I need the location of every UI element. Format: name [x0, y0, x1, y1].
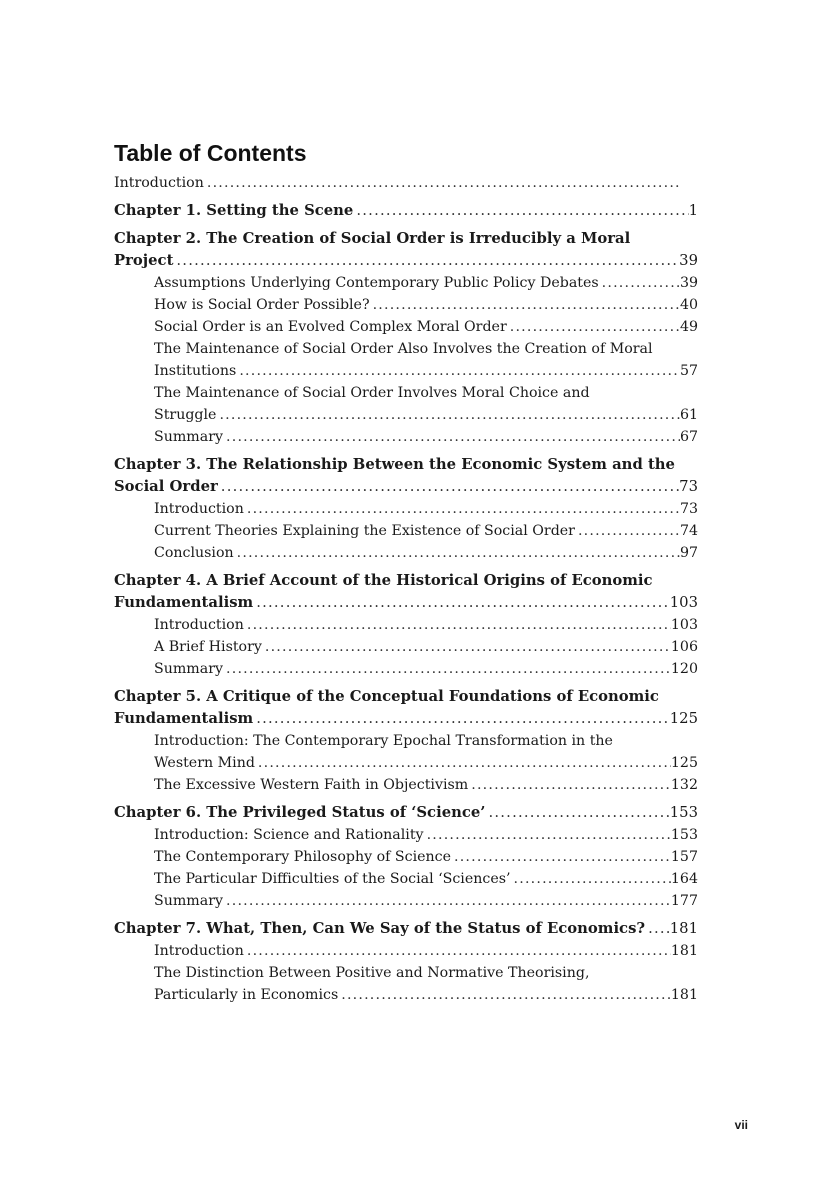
dot-leader: [236, 360, 680, 382]
toc-entry-title: How is Social Order Possible?: [154, 297, 370, 313]
dot-leader: [485, 802, 669, 824]
toc-page-number: 39: [679, 252, 698, 269]
toc-section-entry: [114, 316, 698, 338]
toc-entry-title: Summary: [154, 661, 224, 677]
toc-page-number: 106: [670, 639, 698, 655]
toc-chapter-entry: [114, 802, 698, 824]
toc-entry-title-cont: Particularly in Economics: [154, 987, 339, 1003]
dot-leader: [338, 984, 671, 1006]
dot-leader: [253, 708, 670, 730]
toc-page-number: 103: [669, 594, 698, 611]
toc-entry-title: Chapter 5. A Critique of the Conceptual Foundations of Economic: [114, 688, 659, 705]
toc-section-entry: [114, 846, 698, 868]
dot-leader: [223, 426, 680, 448]
toc-page-number: 40: [679, 297, 698, 313]
toc-section-entry-continuation: [114, 360, 698, 382]
toc-page-number: 39: [679, 275, 698, 291]
dot-leader: [424, 824, 671, 846]
toc-section-entry: [114, 774, 698, 796]
toc-entry-title: Chapter 6. The Privileged Status of ‘Science’: [114, 804, 486, 821]
toc-entry-title: Introduction: [154, 501, 244, 517]
toc-section-entry: [114, 868, 698, 890]
toc-heading: Table of Contents: [114, 140, 307, 166]
toc-page-number: 74: [679, 523, 698, 539]
toc-entry-title: The Distinction Between Positive and Normative Theorising,: [154, 965, 590, 981]
toc-entry-title: Chapter 4. A Brief Account of the Historical Origins of Economic: [114, 572, 653, 589]
dot-leader: [253, 592, 670, 614]
toc-page-number: 57: [679, 363, 698, 379]
dot-leader: [262, 636, 671, 658]
dot-leader: [173, 250, 679, 272]
toc-entry-title: The Maintenance of Social Order Also Involves the Creation of Moral: [154, 341, 653, 357]
toc-entry-title: The Particular Difficulties of the Social ‘Sciences’: [154, 871, 511, 887]
toc-section-entry: [114, 962, 698, 984]
toc-entry-title: Social Order is an Evolved Complex Moral Order: [154, 319, 507, 335]
toc-page-number: 157: [670, 849, 698, 865]
toc-page-number: 97: [679, 545, 698, 561]
toc-entry-title: Conclusion: [154, 545, 234, 561]
dot-leader: [451, 846, 671, 868]
toc-section-entry: [114, 426, 698, 448]
dot-leader: [507, 316, 680, 338]
toc-page-number: 181: [670, 943, 698, 959]
toc-page-number: 181: [670, 987, 698, 1003]
toc-page-number: 120: [670, 661, 698, 677]
toc-entry-title: The Excessive Western Faith in Objectivism: [154, 777, 469, 793]
toc-section-entry-continuation: [114, 752, 698, 774]
toc-section-entry: [114, 542, 698, 564]
toc-entry-title-cont: Project: [114, 252, 174, 269]
toc-section-entry: [114, 272, 698, 294]
toc-entry-title: Introduction: Science and Rationality: [154, 827, 424, 843]
toc-chapter-entry: [114, 570, 698, 592]
toc-entry-title-cont: Struggle: [154, 407, 217, 423]
toc-entry-title: Summary: [154, 429, 224, 445]
toc-entry-title-cont: Fundamentalism: [114, 594, 254, 611]
dot-leader: [234, 542, 680, 564]
toc-page-number: 125: [669, 710, 698, 727]
toc-entry-title: Introduction: [114, 175, 204, 191]
dot-leader: [575, 520, 680, 542]
page-number: vii: [734, 1118, 748, 1132]
toc-entry-title: Chapter 7. What, Then, Can We Say of the Status of Economics?: [114, 920, 646, 937]
toc-entry-title: Introduction: [154, 617, 244, 633]
dot-leader: [599, 272, 680, 294]
dot-leader: [468, 774, 671, 796]
toc-page-number: 153: [670, 827, 698, 843]
toc-page-number: 61: [679, 407, 698, 423]
toc-entry-title-cont: Institutions: [154, 363, 237, 379]
toc-section-entry: [114, 382, 698, 404]
toc-section-entry: [114, 636, 698, 658]
dot-leader: [223, 658, 671, 680]
toc-chapter-entry: [114, 918, 698, 940]
toc-section-entry-continuation: [114, 984, 698, 1006]
toc-section-entry: [114, 614, 698, 636]
toc-entry-title-cont: Western Mind: [154, 755, 255, 771]
toc-chapter-entry-continuation: [114, 592, 698, 614]
toc-section-entry: [114, 730, 698, 752]
toc-chapter-entry: [114, 200, 698, 222]
dot-leader: [244, 940, 671, 962]
dot-leader: [255, 752, 671, 774]
toc-entry-title: Assumptions Underlying Contemporary Public Policy Debates: [154, 275, 599, 291]
toc-page-number: 49: [679, 319, 698, 335]
dot-leader: [370, 294, 680, 316]
toc-page-number: 181: [669, 920, 698, 937]
dot-leader: [353, 200, 688, 222]
toc-chapter-entry-continuation: [114, 708, 698, 730]
toc-page-number: 132: [670, 777, 698, 793]
dot-leader: [645, 918, 670, 940]
toc-entry-title-cont: Social Order: [114, 478, 218, 495]
toc-entry-title: Chapter 2. The Creation of Social Order is Irreducibly a Moral: [114, 230, 631, 247]
toc-entry-title: The Contemporary Philosophy of Science: [154, 849, 452, 865]
toc-entry-title: Introduction: [154, 943, 244, 959]
toc-entry-title: The Maintenance of Social Order Involves Moral Choice and: [154, 385, 590, 401]
dot-leader: [511, 868, 671, 890]
toc-front-entry: [114, 172, 698, 194]
toc-section-entry: [114, 890, 698, 912]
dot-leader: [223, 890, 671, 912]
toc-section-entry: [114, 520, 698, 542]
toc-section-entry: [114, 498, 698, 520]
toc-section-entry: [114, 658, 698, 680]
toc-page-number: 103: [670, 617, 698, 633]
toc-page-number: 177: [670, 893, 698, 909]
toc-page-number: 153: [669, 804, 698, 821]
toc-entry-title-cont: Fundamentalism: [114, 710, 254, 727]
toc-section-entry-continuation: [114, 404, 698, 426]
toc-page-number: 1: [688, 202, 698, 219]
toc-chapter-entry: [114, 686, 698, 708]
toc-chapter-entry: [114, 228, 698, 250]
toc-chapter-entry-continuation: [114, 476, 698, 498]
toc-entry-title: Current Theories Explaining the Existence of Social Order: [154, 523, 575, 539]
dot-leader: [216, 404, 680, 426]
toc-chapter-entry: [114, 454, 698, 476]
toc-section-entry: [114, 338, 698, 360]
toc-entry-title: Chapter 1. Setting the Scene: [114, 202, 354, 219]
toc-page-number: 125: [670, 755, 698, 771]
toc-entry-title: A Brief History: [154, 639, 262, 655]
toc-page-number: 164: [670, 871, 698, 887]
dot-leader: [204, 172, 680, 194]
toc-chapter-entry-continuation: [114, 250, 698, 272]
toc-entry-title: Introduction: The Contemporary Epochal Transformation in the: [154, 733, 613, 749]
dot-leader: [218, 476, 679, 498]
dot-leader: [244, 498, 680, 520]
toc-page-number: 73: [679, 478, 698, 495]
toc-page-number: 73: [679, 501, 698, 517]
toc-section-entry: [114, 294, 698, 316]
toc-entry-title: Chapter 3. The Relationship Between the Economic System and the: [114, 456, 675, 473]
dot-leader: [244, 614, 671, 636]
toc-list: [114, 172, 698, 1006]
toc-section-entry: [114, 940, 698, 962]
toc-page-number: 67: [679, 429, 698, 445]
toc-entry-title: Summary: [154, 893, 224, 909]
toc-section-entry: [114, 824, 698, 846]
